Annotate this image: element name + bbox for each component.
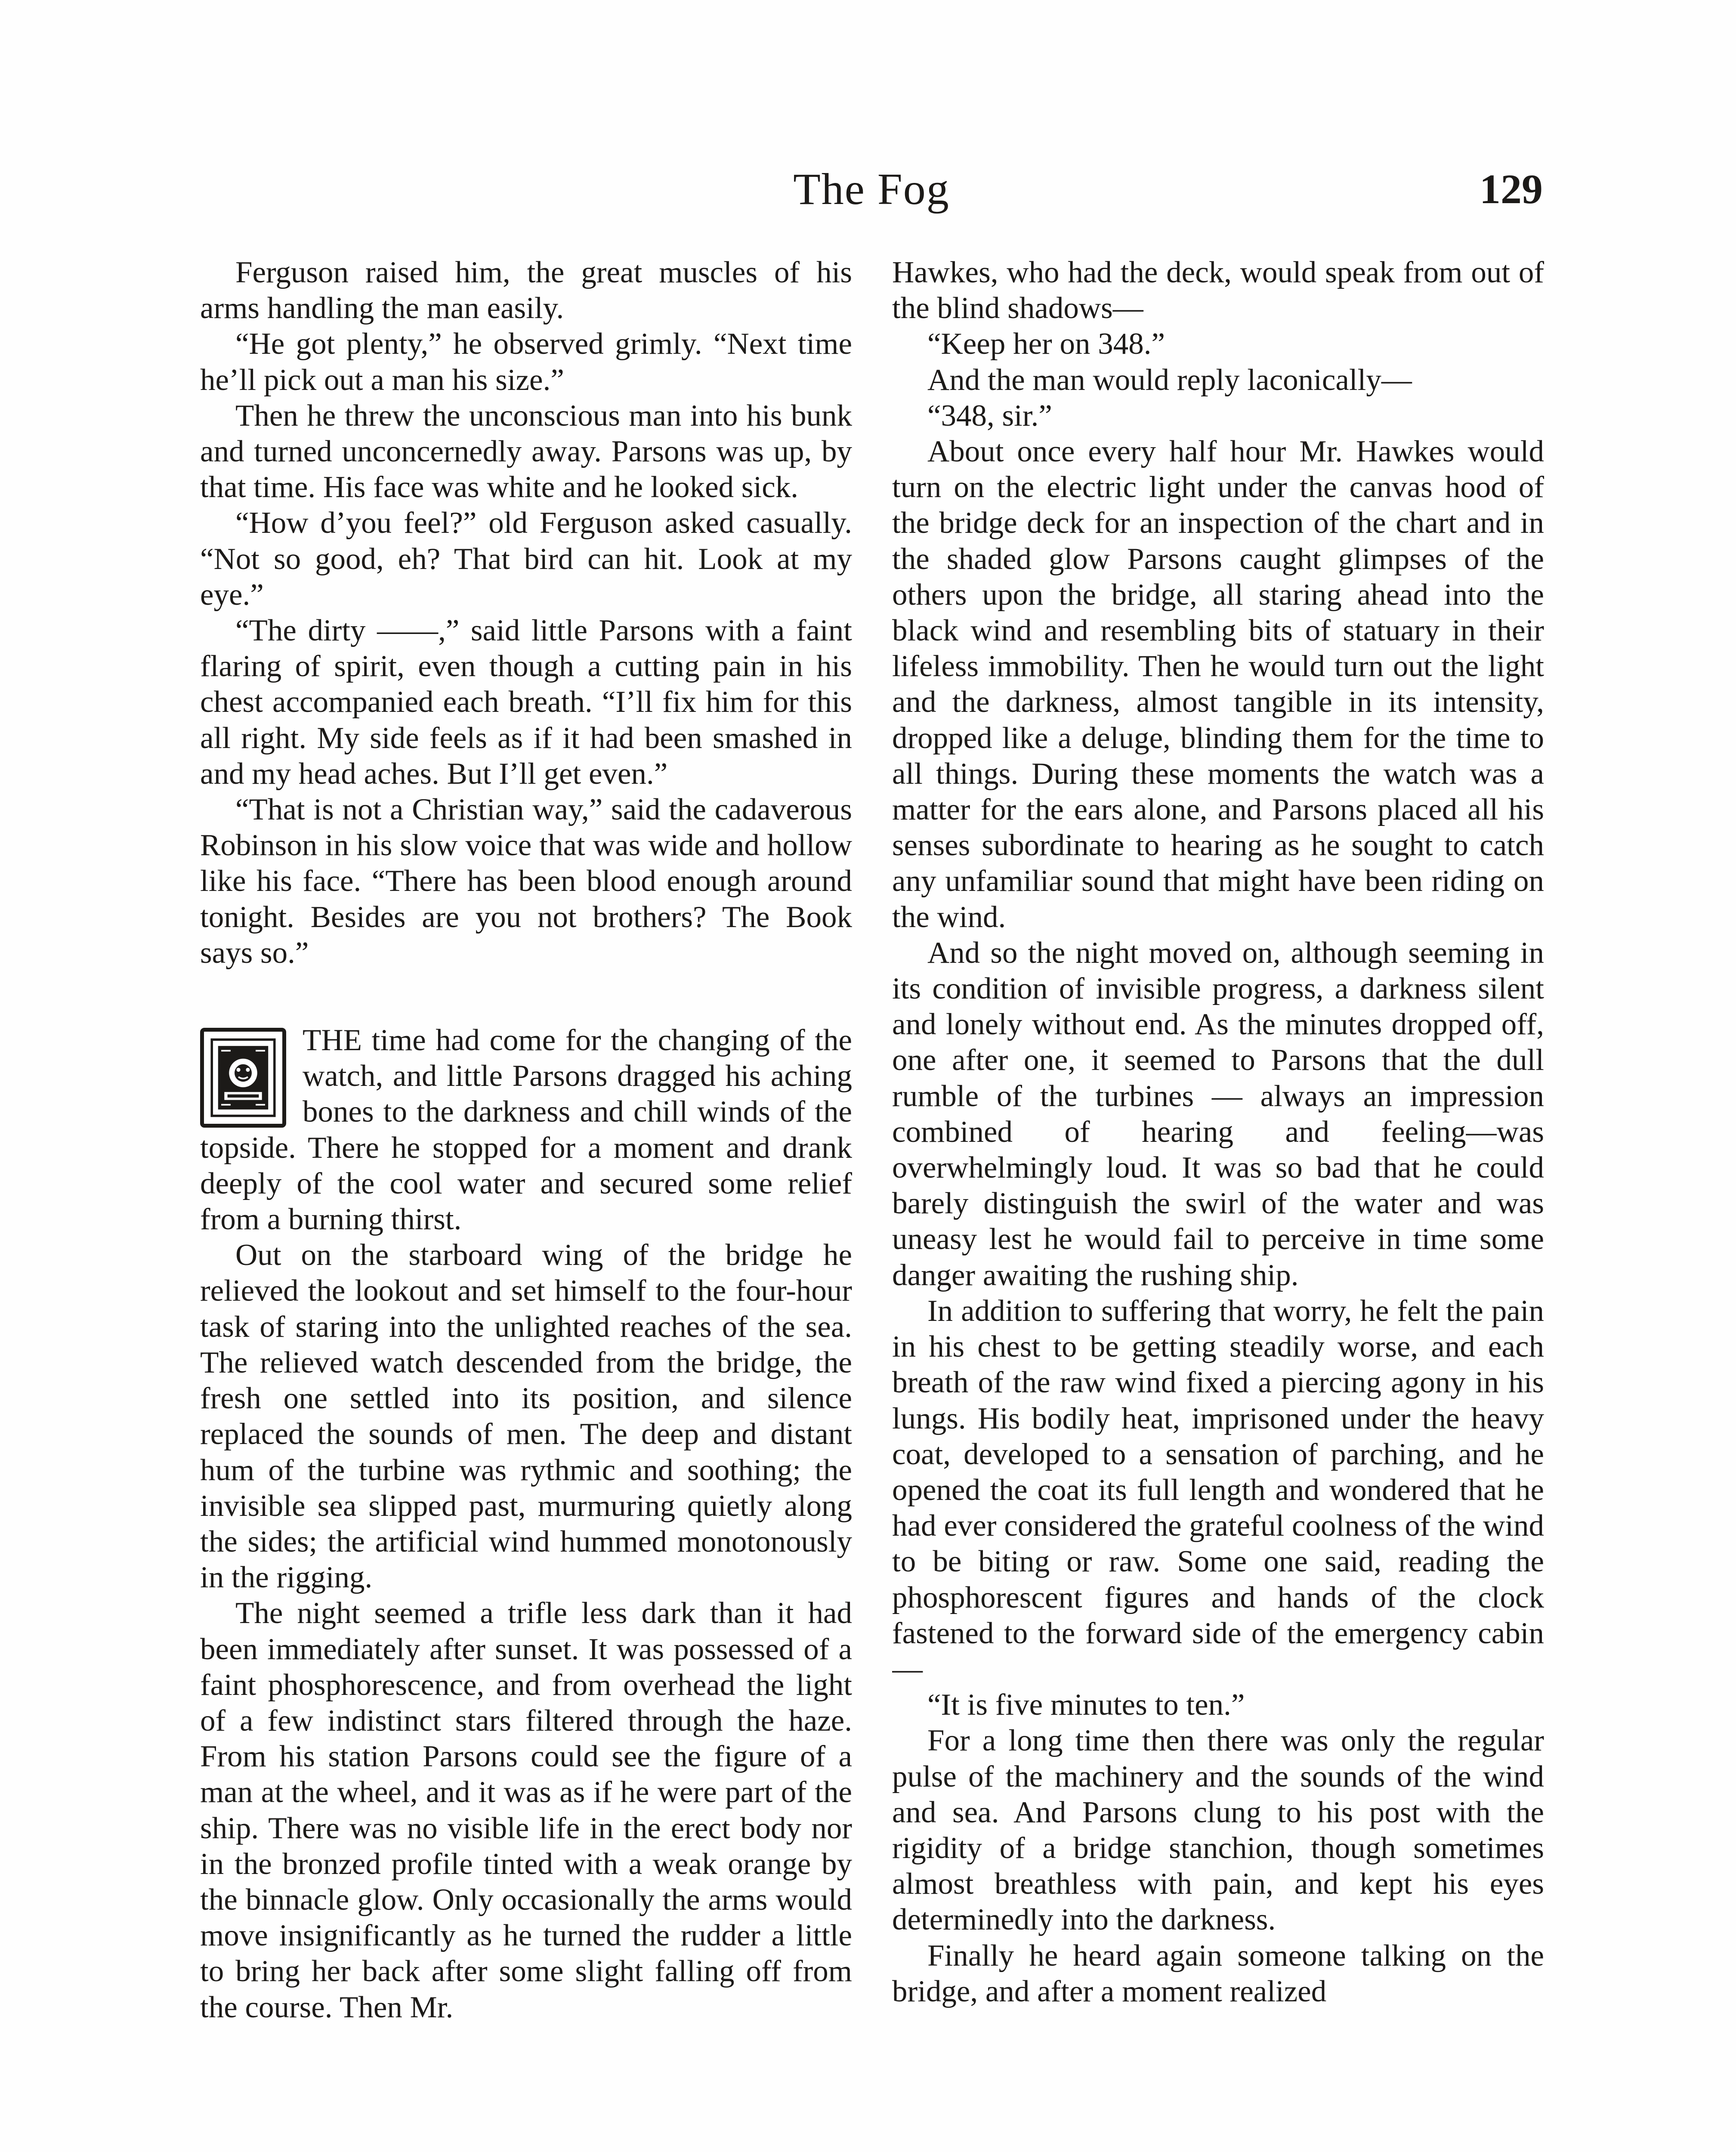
- paragraph: Out on the starboard wing of the bridge he relieved the lookout and set himself to the four-hour task of staring into the unlighted reaches of the sea. The relieved watch descended from the bridge, the fresh one settled into its position, and silence replaced the sounds of men. The deep and distant hum of the turbine was rythmic and soothing; the invisible sea slipped past, murmuring quietly along the sides; the artificial wind hummed monotonously in the rigging.: [200, 1238, 852, 1595]
- left-column: [200, 255, 852, 2152]
- paragraph: “He got plenty,” he observed grimly. “Next time he’ll pick out a man his size.”: [200, 327, 852, 397]
- paragraph: For a long time then there was only the regular pulse of the machinery and the sounds of the wind and sea. And Parsons clung to his post with the rigidity of a bridge stanchion, though sometimes almost breathless with pain, and kept his eyes determinedly into the darkness.: [892, 1724, 1544, 1937]
- paragraph: Finally he heard again someone talking on the bridge, and after a moment realized: [892, 1939, 1544, 2008]
- paragraph: “Keep her on 348.”: [927, 327, 1165, 361]
- paragraph: “That is not a Christian way,” said the cadaverous Robinson in his slow voice that was wide and hollow like his face. “There has been blood enough around tonight. Besides are you not brothers? The Book says so.”: [200, 793, 852, 970]
- right-column: [892, 255, 1544, 2152]
- section-opening-paragraph: THE time had come for the changing of the watch, and little Parsons dragged his aching bones to the darkness and chill winds of the topside. There he stopped for a moment and drank deeply of the cool water and secured some relief from a burning thirst.: [200, 1023, 852, 1237]
- running-title: The Fog: [793, 164, 950, 214]
- paragraph: Then he threw the unconscious man into his bunk and turned unconcernedly away. Parsons was up, by that time. His face was white and he looked sick.: [200, 399, 852, 504]
- paragraph: And so the night moved on, although seeming in its condition of invisible progress, a darkness silent and lonely without end. As the minutes dropped off, one after one, it seemed to Parsons that the dull rumble of the turbines — always an impression combined of hearing and feeling—was overwhelmingly loud. It was so bad that he could barely distinguish the swirl of the water and was uneasy lest he would fail to perceive in time some danger awaiting the rushing ship.: [892, 936, 1544, 1292]
- paragraph: And the man would reply laconically—: [927, 363, 1412, 397]
- paragraph: “It is five minutes to ten.”: [927, 1688, 1245, 1722]
- paragraph: “How d’you feel?” old Ferguson asked casually. “Not so good, eh? That bird can hit. Look at my eye.”: [200, 506, 852, 612]
- paragraph: The night seemed a trifle less dark than it had been immediately after sunset. It was possessed of a faint phosphorescence, and from overhead the light of a few indistinct stars filtered through the haze. From his station Parsons could see the figure of a man at the wheel, and it was as if he were part of the ship. There was no visible life in the erect body nor in the bronzed profile tinted with a weak orange by the binnacle glow. Only occasionally the arms would move insignificantly as he turned the rudder a little to bring her back after some slight falling off from the course. Then Mr.: [200, 1596, 852, 2024]
- paragraph-continued: Hawkes, who had the deck, would speak from out of the blind shadows—: [892, 256, 1544, 325]
- paragraph: “348, sir.”: [927, 399, 1052, 433]
- paragraph: “The dirty ——,” said little Parsons with a faint flaring of spirit, even though a cutting pain in his chest accompanied each breath. “I’ll fix him for this all right. My side feels as if it had been smashed in and my head aches. But I’ll get even.”: [200, 614, 852, 791]
- paragraph: Ferguson raised him, the great muscles of his arms handling the man easily.: [200, 256, 852, 325]
- decorative-initial-ornament-icon: [200, 1028, 286, 1128]
- section-opening: [200, 1023, 852, 1237]
- paragraph: In addition to suffering that worry, he felt the pain in his chest to be getting steadily worse, and each breath of the raw wind fixed a piercing agony in his lungs. His bodily heat, imprisoned under the heavy coat, developed to a sensation of parching, and he opened the coat its full length and wondered that he had ever considered the grateful coolness of the wind to be biting or raw. Some one said, reading the phosphorescent figures and hands of the clock fastened to the forward side of the emergency cabin—: [892, 1294, 1544, 1686]
- page-number: 129: [1480, 166, 1543, 213]
- running-head: [200, 159, 1543, 220]
- section-break: [200, 971, 852, 1023]
- paragraph: About once every half hour Mr. Hawkes would turn on the electric light under the canvas hood of the bridge deck for an inspection of the chart and in the shaded glow Parsons caught glimpses of the others upon the bridge, all staring ahead into the black wind and resembling bits of statuary in their lifeless immobility. Then he would turn out the light and the darkness, almost tangible in its intensity, dropped like a deluge, blinding them for the time to all things. During these moments the watch was a matter for the ears alone, and Parsons placed all his senses subordinate to hearing as he sought to catch any unfamiliar sound that might have been riding on the wind.: [892, 435, 1544, 934]
